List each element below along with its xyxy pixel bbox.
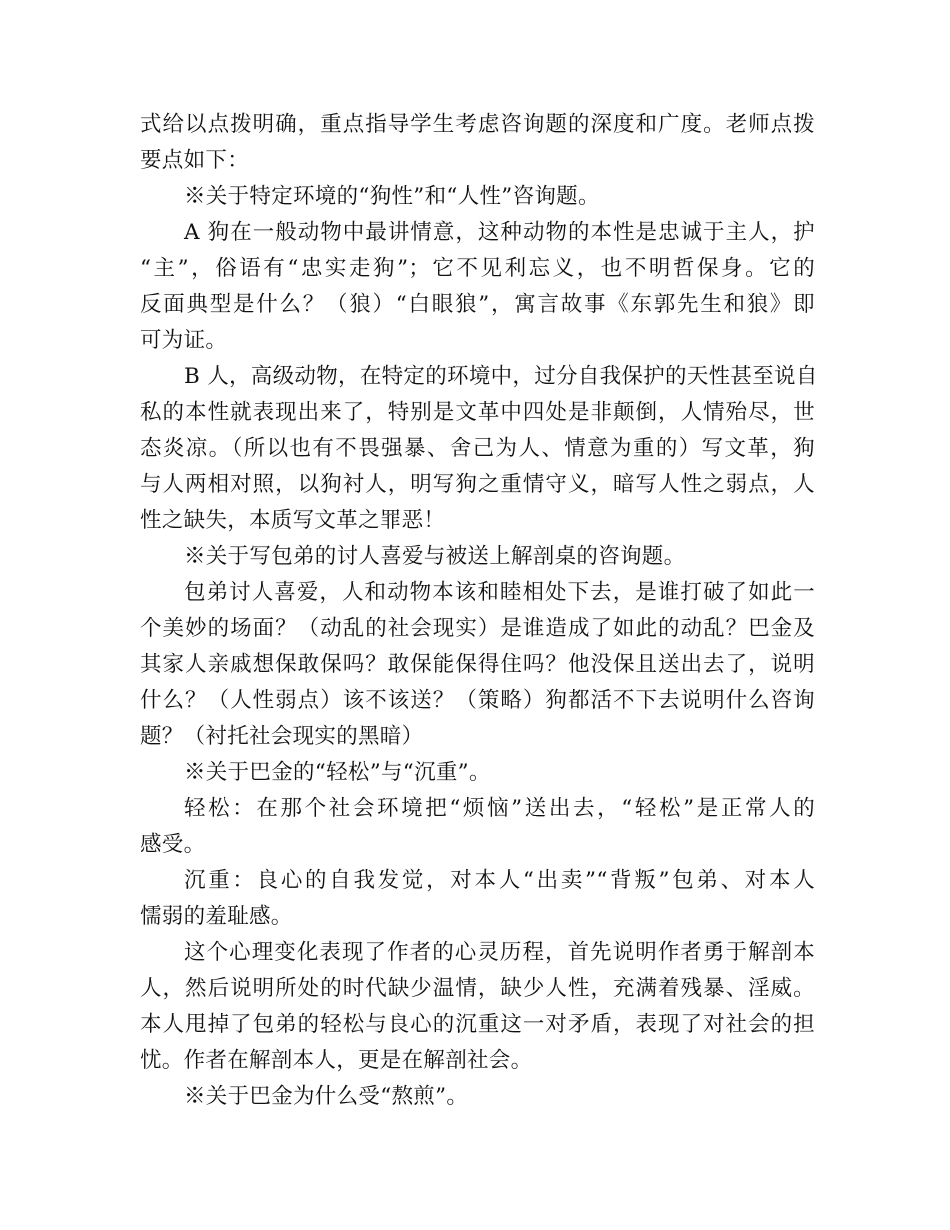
document-body	[140, 107, 818, 1115]
text-line: 什么？（人性弱点）该不该送？（策略）狗都活不下去说明什么咨询	[140, 688, 815, 713]
text-line: 感受。	[140, 832, 206, 857]
text-line: 这个心理变化表现了作者的心灵历程，首先说明作者勇于解剖本	[184, 940, 815, 965]
text-line: 个美妙的场面？（动乱的社会现实）是谁造成了如此的动乱？巴金及	[140, 616, 815, 641]
text-line: 其家人亲戚想保敢保吗？敢保能保得住吗？他没保且送出去了，说明	[140, 652, 815, 677]
text-line: ※关于特定环境的“狗性”和“人性”咨询题。	[184, 184, 600, 209]
text-line: ※关于写包弟的讨人喜爱与被送上解剖桌的咨询题。	[184, 544, 686, 569]
text-line: 反面典型是什么？（狼）“白眼狼”，寓言故事《东郭先生和狼》即	[140, 292, 815, 317]
text-line: 与人两相对照，以狗衬人，明写狗之重情守义，暗写人性之弱点，人	[140, 472, 815, 497]
text-line: 态炎凉。（所以也有不畏强暴、舍己为人、情意为重的）写文革，狗	[140, 436, 815, 461]
text-line: 式给以点拨明确，重点指导学生考虑咨询题的深度和广度。老师点拨	[140, 112, 815, 137]
text-line: ※关于巴金为什么受“熬煎”。	[184, 1084, 469, 1109]
text-line: 题？（衬托社会现实的黑暗）	[140, 724, 424, 749]
text-line: 包弟讨人喜爱，人和动物本该和睦相处下去，是谁打破了如此一	[184, 580, 815, 605]
text-line: 懦弱的羞耻感。	[140, 904, 293, 929]
text-line: 忧。作者在解剖本人，更是在解剖社会。	[140, 1048, 533, 1073]
text-line: “主”，俗语有“忠实走狗”；它不见利忘义，也不明哲保身。它的	[140, 256, 815, 281]
text-line: 人，然后说明所处的时代缺少温情，缺少人性，充满着残暴、淫威。	[140, 976, 815, 1001]
text-line: A 狗在一般动物中最讲情意，这种动物的本性是忠诚于主人，护	[184, 220, 815, 245]
text-line: 轻松：在那个社会环境把“烦恼”送出去，“轻松”是正常人的	[184, 796, 815, 821]
text-line: 本人甩掉了包弟的轻松与良心的沉重这一对矛盾，表现了对社会的担	[140, 1012, 815, 1037]
text-line: 私的本性就表现出来了，特别是文革中四处是非颠倒，人情殆尽，世	[140, 400, 815, 425]
text-line: 要点如下：	[140, 148, 250, 173]
text-line: 沉重：良心的自我发觉，对本人“出卖”“背叛”包弟、对本人	[184, 868, 815, 893]
text-line: B 人，高级动物，在特定的环境中，过分自我保护的天性甚至说自	[184, 364, 818, 389]
text-line: ※关于巴金的“轻松”与“沉重”。	[184, 760, 491, 785]
text-line: 可为证。	[140, 328, 228, 353]
text-line: 性之缺失，本质写文革之罪恶！	[140, 508, 446, 533]
